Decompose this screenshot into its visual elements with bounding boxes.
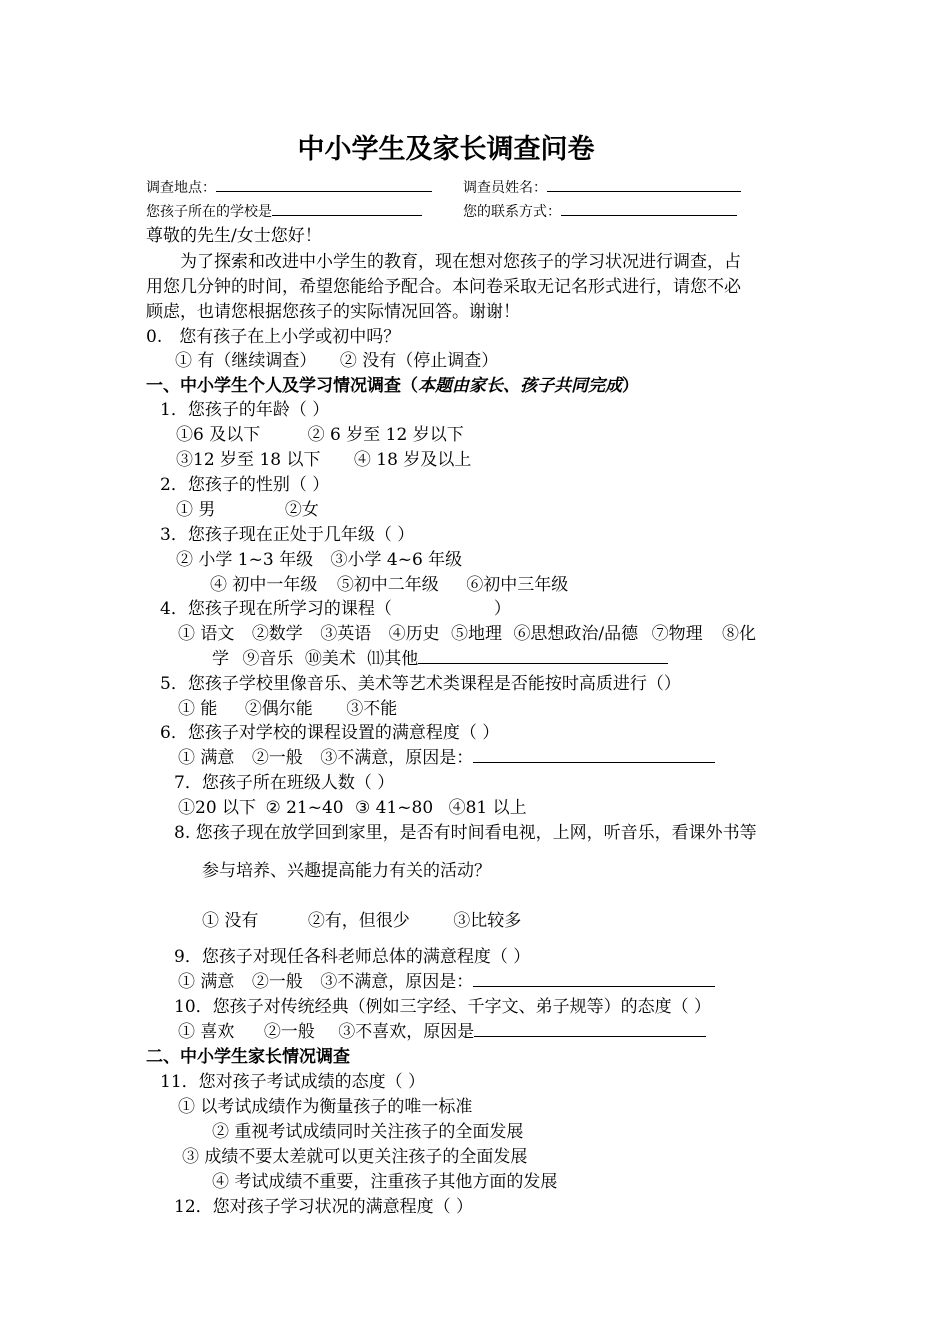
option[interactable]: [320, 747, 715, 769]
question-9-options: [178, 971, 715, 993]
question-2-options: [176, 499, 319, 521]
option[interactable]: [338, 1021, 706, 1043]
option[interactable]: ③ 41~80: [355, 798, 434, 818]
info-contact: [463, 200, 737, 222]
option[interactable]: ⑥思想政治/品德: [513, 624, 639, 644]
option[interactable]: ⑦物理: [651, 624, 703, 644]
option[interactable]: ① 没有: [202, 911, 259, 931]
section-1-heading: [146, 375, 639, 397]
other-blank[interactable]: [418, 648, 668, 664]
question-6: 6．您孩子对学校的课程设置的满意程度（ ）: [160, 723, 500, 743]
question-8: 8. 您孩子现在放学回到家里，是否有时间看电视，上网，听音乐，看课外书等: [174, 823, 757, 843]
option[interactable]: ③12 岁至 18 以下: [176, 450, 321, 470]
option[interactable]: ② 21~40: [265, 798, 344, 818]
option-reason-label: ③不满意，原因是：: [320, 748, 474, 768]
option-reason-label: ③不满意，原因是：: [320, 972, 474, 992]
option[interactable]: ③ 成绩不要太差就可以更关注孩子的全面发展: [182, 1147, 528, 1167]
option[interactable]: ① 有（继续调查）: [175, 351, 317, 371]
option[interactable]: ⑤地理: [451, 624, 503, 644]
option[interactable]: ② 6 岁至 12 岁以下: [307, 425, 464, 445]
question-1-options-row2: [176, 449, 471, 471]
option[interactable]: ① 男: [176, 500, 216, 520]
option-continuation: 学: [212, 649, 229, 669]
option[interactable]: ① 语文: [178, 624, 235, 644]
section-1-close: ）: [622, 376, 639, 396]
contact-label: 您的联系方式：: [463, 204, 561, 220]
reason-blank[interactable]: [473, 971, 715, 987]
option[interactable]: ③比较多: [453, 911, 522, 931]
option[interactable]: ④81 以上: [448, 798, 527, 818]
option[interactable]: ⑤初中二年级: [336, 575, 439, 595]
option[interactable]: ⑩美术: [304, 649, 356, 669]
question-4-options-row1: [178, 623, 756, 645]
option[interactable]: ②一般: [251, 972, 303, 992]
option-reason-label: ③不喜欢，原因是: [338, 1022, 475, 1042]
option[interactable]: ①20 以下: [178, 798, 257, 818]
option[interactable]: ④历史: [388, 624, 440, 644]
info-location: [146, 176, 432, 198]
option[interactable]: ②女: [284, 500, 319, 520]
question-3-options-row2: [210, 574, 568, 596]
question-9: 9．您孩子对现任各科老师总体的满意程度（ ）: [174, 947, 531, 967]
location-label: 调查地点：: [146, 180, 216, 196]
option[interactable]: ① 满意: [178, 748, 235, 768]
option[interactable]: ②有，但很少: [307, 911, 410, 931]
option-other-label: ⑾其他: [367, 649, 419, 669]
option[interactable]: ⑧化: [721, 624, 756, 644]
surveyor-blank[interactable]: [547, 176, 741, 192]
question-2: 2．您孩子的性别（ ）: [160, 475, 330, 495]
option[interactable]: ① 满意: [178, 972, 235, 992]
option[interactable]: ② 重视考试成绩同时关注孩子的全面发展: [212, 1122, 524, 1142]
option[interactable]: ② 小学 1~3 年级: [176, 550, 314, 570]
option[interactable]: ④ 初中一年级: [210, 575, 318, 595]
info-surveyor: [463, 176, 741, 198]
option[interactable]: ④ 18 岁及以上: [353, 450, 472, 470]
option[interactable]: ②一般: [251, 748, 303, 768]
contact-blank[interactable]: [561, 200, 737, 216]
option[interactable]: [320, 971, 715, 993]
question-8-options: [202, 910, 521, 932]
question-10-options: [178, 1021, 706, 1043]
intro-line-3: 顾虑，也请您根据您孩子的实际情况回答。谢谢！: [146, 302, 520, 322]
school-blank[interactable]: [272, 200, 422, 216]
option[interactable]: ① 以考试成绩作为衡量孩子的唯一标准: [178, 1097, 473, 1117]
question-10: 10．您孩子对传统经典（例如三字经、千字文、弟子规等）的态度（ ）: [174, 997, 712, 1017]
option[interactable]: ③英语: [320, 624, 372, 644]
question-5: 5．您孩子学校里像音乐、美术等艺术类课程是否能按时高质进行（）: [160, 674, 681, 694]
option[interactable]: ①6 及以下: [176, 425, 261, 445]
question-3: 3．您孩子现在正处于几年级（ ）: [160, 525, 415, 545]
option[interactable]: ⑥初中三年级: [466, 575, 569, 595]
question-8-continued: 参与培养、兴趣提高能力有关的活动？: [202, 861, 491, 881]
question-0: 0. 您有孩子在上小学或初中吗？: [146, 327, 401, 347]
question-3-options-row1: [176, 549, 462, 571]
section-1-note: 本题由家长、孩子共同完成: [418, 376, 622, 396]
option[interactable]: ②一般: [263, 1022, 315, 1042]
intro-line-1: 为了探索和改进中小学生的教育，现在想对您孩子的学习状况进行调查，占: [180, 252, 741, 272]
question-11: 11．您对孩子考试成绩的态度（ ）: [160, 1072, 426, 1092]
intro-line-2: 用您几分钟的时间，希望您能给予配合。本问卷采取无记名形式进行，请您不必: [146, 277, 741, 297]
question-7-options: [178, 797, 527, 819]
option[interactable]: ② 没有（停止调查）: [339, 351, 499, 371]
section-1-title: 一、中小学生个人及学习情况调查（: [146, 376, 418, 396]
option[interactable]: ⑨音乐: [242, 649, 294, 669]
location-blank[interactable]: [216, 176, 432, 192]
surveyor-label: 调查员姓名：: [463, 180, 547, 196]
question-1: 1．您孩子的年龄（ ）: [160, 400, 330, 420]
section-2-heading: 二、中小学生家长情况调查: [146, 1047, 350, 1067]
info-school: [146, 200, 422, 222]
option[interactable]: ① 能: [178, 699, 218, 719]
question-12: 12．您对孩子学习状况的满意程度（ ）: [174, 1197, 474, 1217]
option[interactable]: ③小学 4~6 年级: [330, 550, 463, 570]
option[interactable]: ④ 考试成绩不重要，注重孩子其他方面的发展: [212, 1172, 558, 1192]
question-5-options: [178, 698, 397, 720]
greeting: 尊敬的先生/女士您好！: [146, 226, 322, 246]
question-0-options: [175, 350, 498, 372]
question-4: 4．您孩子现在所学习的课程（ ）: [160, 599, 511, 619]
question-7: 7．您孩子所在班级人数（ ）: [174, 773, 395, 793]
question-6-options: [178, 747, 715, 769]
option[interactable]: ① 喜欢: [178, 1022, 235, 1042]
option[interactable]: [367, 648, 668, 670]
option[interactable]: ②数学: [251, 624, 303, 644]
question-4-options-row2: [212, 648, 668, 670]
question-1-options-row1: [176, 424, 464, 446]
page-title: 中小学生及家长调查问卷: [297, 134, 595, 165]
school-label: 您孩子所在的学校是: [146, 204, 272, 220]
reason-blank[interactable]: [474, 1021, 706, 1037]
option[interactable]: ③不能: [346, 699, 398, 719]
option[interactable]: ②偶尔能: [244, 699, 313, 719]
reason-blank[interactable]: [473, 747, 715, 763]
